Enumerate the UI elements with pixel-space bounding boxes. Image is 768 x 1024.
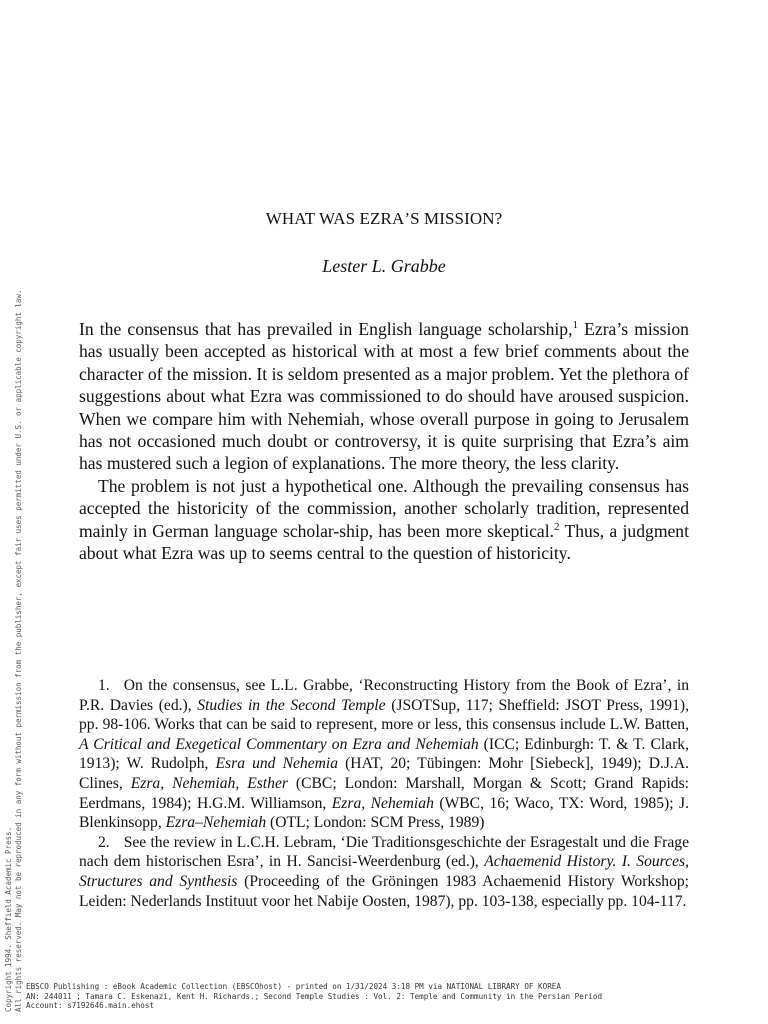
ebsco-footer: EBSCO Publishing : eBook Academic Collection (EBSCOhost) - printed on 1/31/2024 3:18 PM via NATIONAL LIBRARY OF KOREA AN: 244011 ; Tamara C. Eskenazi, Kent H. Richards.; Second Temple Studies : Vol. 2: Temple and Community in the Persian Period Account: s7192646.main.ehost [26, 982, 603, 1011]
footnotes [79, 676, 689, 911]
body-text [79, 318, 689, 564]
footnote-ref-1: 1 [572, 319, 578, 332]
paragraph-2: The problem is not just a hypothetical one. Although the prevailing consensus has accepted the historicity of the commission, another scholarly tradition, represented mainly in German language scholar-ship, has been more skeptical.$^2$ Thus, a judgment about what Ezra was up to seems central to the question of historicity. [79, 475, 689, 564]
paragraph-1: In the consensus that has prevailed in English language scholarship,$^1$ Ezra’s mission has usually been accepted as historical with at most a few brief comments about the character of the mission. It is seldom presented as a major problem. Yet the plethora of suggestions about what Ezra was commissioned to do should have aroused suspicion. When we compare him with Nehemiah, whose overall purpose in going to Jerusalem has not occasioned much doubt or controversy, it is quite surprising that Ezra’s aim has mustered such a legion of explanations. The more theory, the less clarity. [79, 319, 689, 474]
article-author: Lester L. Grabbe [322, 256, 446, 276]
footnote-2: 2. See the review in L.C.H. Lebram, ‘Die Traditionsgeschichte der Esragestalt und die Frage nach dem historischen Esra’, in H. Sancisi-Weerdenburg (ed.), Achaemenid History. I. Sources, Structures and Synthesis (Proceeding of the Gröningen 1983 Achaemenid History Workshop; Leiden: Nederlands Instituut voor het Nabije Oosten, 1987), pp. 103-138, especially pp. 104-117. [79, 833, 690, 910]
footnote-1: 1. On the consensus, see L.L. Grabbe, ‘Reconstructing History from the Book of Ezra’, in P.R. Davies (ed.), Studies in the Second Temple (JSOTSup, 117; Sheffield: JSOT Press, 1991), pp. 98-106. Works that can be said to represent, more or less, this consensus include L.W. Batten, A Critical and Exegetical Commentary on Ezra and Nehemiah (ICC; Edinburgh: T. & T. Clark, 1913); W. Rudolph, Esra und Nehemia (HAT, 20; Tübingen: Mohr [Siebeck], 1949); D.J.A. Clines, Ezra, Nehemiah, Esther (CBC; London: Marshall, Morgan & Scott; Grand Rapids: Eerdmans, 1984); H.G.M. Williamson, Ezra, Nehemiah (WBC, 16; Waco, TX: Word, 1985); J. Blenkinsopp, Ezra–Nehemiah (OTL; London: SCM Press, 1989) [79, 677, 689, 832]
article-title: WHAT WAS EZRA’S MISSION? [265, 209, 503, 228]
footnote-ref-2: 2 [554, 520, 560, 533]
copyright-watermark: Copyright 1994. Sheffield Academic Press. All rights reserved. May not be reproduced in any form without permission from the publisher, except fair uses permitted under U.S. or applicable copyright law. [4, 289, 23, 1012]
